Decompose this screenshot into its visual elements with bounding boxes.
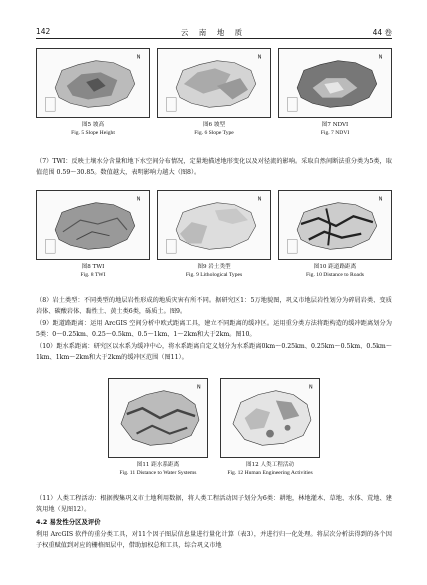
figure-11 xyxy=(108,378,208,477)
figure-row-1 xyxy=(36,48,392,137)
journal-name: 云 南 地 质 xyxy=(180,28,247,37)
figure-8 xyxy=(36,190,150,279)
page-header xyxy=(0,0,427,42)
figure-10 xyxy=(278,190,392,279)
header-rule xyxy=(36,38,392,39)
figure-9 xyxy=(157,190,271,279)
figure-7-caption-en: Fig. 7 NDVI xyxy=(320,130,350,136)
svg-text:N: N xyxy=(257,54,262,61)
figure-12 xyxy=(220,378,320,477)
svg-text:N: N xyxy=(136,54,141,61)
figure-7 xyxy=(278,48,392,137)
paragraph-water-distance: （10）距水系距离：研究区以水系为缓冲中心，将水系距离自定义划分为水系距离0km～0.25km、0.25km～0.5km、0.5km～1km、1km～2km和大于2km的缓冲区范围（图11）。 xyxy=(36,343,392,361)
water-systems-distance-map xyxy=(108,378,208,458)
paragraph-susceptibility: 利用 ArcGIS 软件的重分类工具，对11个因子图层信息量进行量化计算（表3），并进行归一化处理。将层次分析法得到的各个因子权重赋值到对应的栅格图层中，借助加权总和工具，综合巩义市地 xyxy=(36,531,392,549)
figure-12-caption-en: Fig. 12 Human Engineering Activities xyxy=(227,470,313,476)
figure-11-caption-en: Fig. 11 Distance to Water Systems xyxy=(119,470,197,476)
slope-type-map xyxy=(157,48,271,118)
svg-text:N: N xyxy=(378,196,383,203)
figure-5 xyxy=(36,48,150,137)
figure-12-caption-cn: 图12 人类工程活动 xyxy=(245,462,295,468)
figure-8-caption-en: Fig. 8 TWI xyxy=(80,272,106,278)
figure-8-caption-cn: 图8 TWI xyxy=(81,264,105,270)
page-number: 142 xyxy=(36,27,51,36)
figure-row-3 xyxy=(108,378,320,477)
figure-7-caption-cn: 图7 NDVI xyxy=(321,122,349,128)
section-heading: 4.2 易发性分区及评价 xyxy=(36,518,101,526)
svg-text:N: N xyxy=(309,384,313,391)
svg-text:N: N xyxy=(197,384,201,391)
lithological-types-map xyxy=(157,190,271,260)
figure-5-caption-cn: 图5 坡高 xyxy=(81,122,105,128)
figure-9-caption-cn: 图9 岩土类型 xyxy=(197,264,231,270)
ndvi-map xyxy=(278,48,392,118)
human-engineering-activities-map xyxy=(220,378,320,458)
paragraph-road-distance: （9）距道路距离：运用 ArcGIS 空间分析中欧式距离工具，建立不同距离的缓冲区。运用重分类方法将距构造的缓冲距离划分为5类：0～0.25km、0.25～0.5km、0.5～1km、1～2km和大于2km。图10。 xyxy=(36,320,392,338)
distance-to-roads-map xyxy=(278,190,392,260)
figure-row-2 xyxy=(36,190,392,279)
paragraph-human-activity: （11）人类工程活动：根据搜集巩义市土地利用数据，将人类工程活动因子划分为6类：耕地，林地灌木、草地、水体、荒地、建筑用地（见图12）。 xyxy=(36,495,392,513)
figure-5-caption-en: Fig. 5 Slope Height xyxy=(71,130,115,136)
figure-11-caption-cn: 图11 距水系距离 xyxy=(136,462,180,468)
figure-6-caption-cn: 图6 坡型 xyxy=(202,122,226,128)
figure-10-caption-en: Fig. 10 Distance to Roads xyxy=(306,272,364,278)
svg-text:N: N xyxy=(257,196,262,203)
paragraph-twi: （7）TWI：反映土壤水分含量和地下水空间分布情况，定量地描述地形变化以及对径流的影响。采取自然间断法重分类为5类，取值范围 0.59～30.85。数值越大，表明影响力越大（图8）。 xyxy=(36,158,392,176)
paragraph-lithology: （8）岩土类型：不同类型的地层岩性形成的地质灾害有所不同。据研究区1：5万地貌图，巩义市地层岩性划分为碎屑岩类、变质岩体、碳酸岩体、黏性土、黄土类6类，砾质土。图9。 xyxy=(36,297,392,315)
figure-10-caption-cn: 图10 距道路距离 xyxy=(313,264,357,270)
slope-height-map xyxy=(36,48,150,118)
figure-6-caption-en: Fig. 6 Slope Type xyxy=(194,130,234,136)
svg-text:N: N xyxy=(136,196,141,203)
figure-6 xyxy=(157,48,271,137)
svg-text:N: N xyxy=(378,54,383,61)
volume-number: 44 卷 xyxy=(372,28,392,37)
twi-map xyxy=(36,190,150,260)
figure-9-caption-en: Fig. 9 Lithological Types xyxy=(185,272,243,278)
